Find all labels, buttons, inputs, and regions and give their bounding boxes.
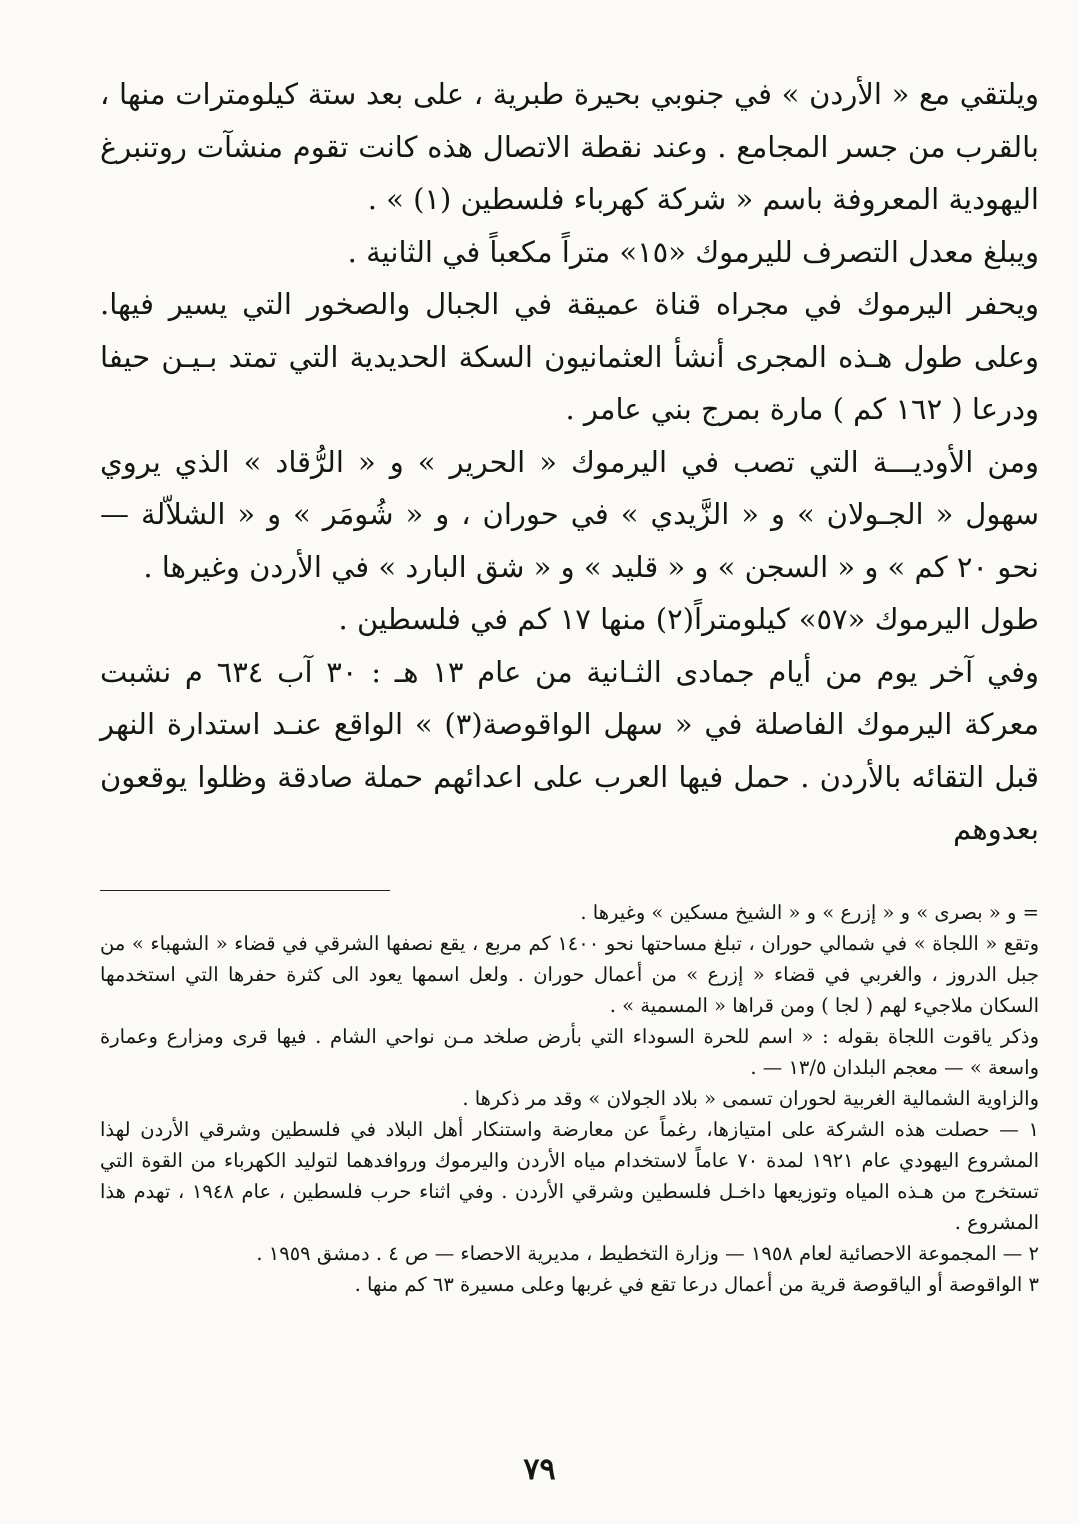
footnote-continuation: = و « بصرى » و « إزرع » و « الشيخ مسكين » وغيرها . — [580, 900, 1039, 924]
footnote-yaqut: وذكر ياقوت اللجاة بقوله : « اسم للحرة السوداء التي بأرض صلخد مـن نواحي الشام . فيها قرى ومزارع وعمارة واسعة » — معجم البلدان ١٣/٥ — . — [100, 1024, 1039, 1079]
footnote-separator — [100, 890, 390, 891]
paragraph-2: ويبلغ معدل التصرف لليرموك «١٥» متراً مكعباً في الثانية . — [347, 234, 1039, 269]
footnote-golan: والزاوية الشمالية الغربية لحوران تسمى « بلاد الجولان » وقد مر ذكرها . — [462, 1086, 1039, 1110]
paragraph-1: ويلتقي مع « الأردن » في جنوبي بحيرة طبرية ، على بعد ستة كيلومترات منها ، بالقرب من جسر المجامع . وعند نقطة الاتصال هذه كانت تقوم منشآت روتنبرغ اليهودية المعروفة باسم « شركة كهرباء فلسطين (١) » . — [100, 77, 1039, 216]
footnote-3: ٣ الواقوصة أو الياقوصة قرية من أعمال درعا تقع في غربها وعلى مسيرة ٦٣ كم منها . — [354, 1272, 1039, 1296]
paragraph-3: ويحفر اليرموك في مجراه قناة عميقة في الجبال والصخور التي يسير فيها. وعلى طول هـذه المجرى أنشأ العثمانيون السكة الحديدية التي تمتد بـيـن حيفا ودرعا ( ١٦٢ كم ) مارة بمرج بني عامر . — [100, 287, 1039, 426]
paragraph-4: ومن الأوديـــة التي تصب في اليرموك « الحرير » و « الرُّقاد » الذي يروي سهول « الجـولان » و « الزَّيدي » في حوران ، و « شُومَر » و « الشلاّلة — نحو ٢٠ كم » و « السجن » و « قليد » و « شق البارد » في الأردن وغيرها . — [100, 444, 1039, 584]
main-text — [100, 68, 1039, 856]
footnote-lajat: وتقع « اللجاة » في شمالي حوران ، تبلغ مساحتها نحو ١٤٠٠ كم مربع ، يقع نصفها الشرقي في قضاء « الشهباء » من جبل الدروز ، والغربي في قضاء « إزرع » من أعمال حوران . ولعل اسمها يعود الى كثرة حفرها التي استخدمها السكان ملاجيء لهم ( لجا ) ومن قراها « المسمية » . — [100, 931, 1039, 1017]
paragraph-5: طول اليرموك «٥٧» كيلومتراً(٢) منها ١٧ كم في فلسطين . — [338, 602, 1039, 636]
page-number: ٧٩ — [523, 1452, 556, 1487]
footnotes — [100, 897, 1039, 1300]
footnote-2: ٢ — المجموعة الاحصائية لعام ١٩٥٨ — وزارة التخطيط ، مديرية الاحصاء — ص ٤ . دمشق ١٩٥٩ . — [256, 1241, 1039, 1265]
paragraph-6: وفي آخر يوم من أيام جمادى الثـانية من عام ١٣ هـ : ٣٠ آب ٦٣٤ م نشبت معركة اليرموك الفاصلة في « سهل الواقوصة(٣) » الواقع عنـد استدارة النهر قبل التقائه بالأردن . حمل فيها العرب على اعدائهم حملة صادقة وظلوا يوقعون بعدوهم — [100, 654, 1040, 846]
footnote-1: ١ — حصلت هذه الشركة على امتيازها، رغماً عن معارضة واستنكار أهل البلاد في فلسطين وشرقي الأردن لهذا المشروع اليهودي عام ١٩٢١ لمدة ٧٠ عاماً لاستخدام مياه الأردن واليرموك وروافدهما لتوليد الكهرباء من القوة التي تستخرج من هـذه المياه وتوزيعها داخـل فلسطين وشرقي الأردن . وفي اثناء حرب فلسطين ، عام ١٩٤٨ ، تهدم هذا المشروع . — [100, 1117, 1039, 1234]
